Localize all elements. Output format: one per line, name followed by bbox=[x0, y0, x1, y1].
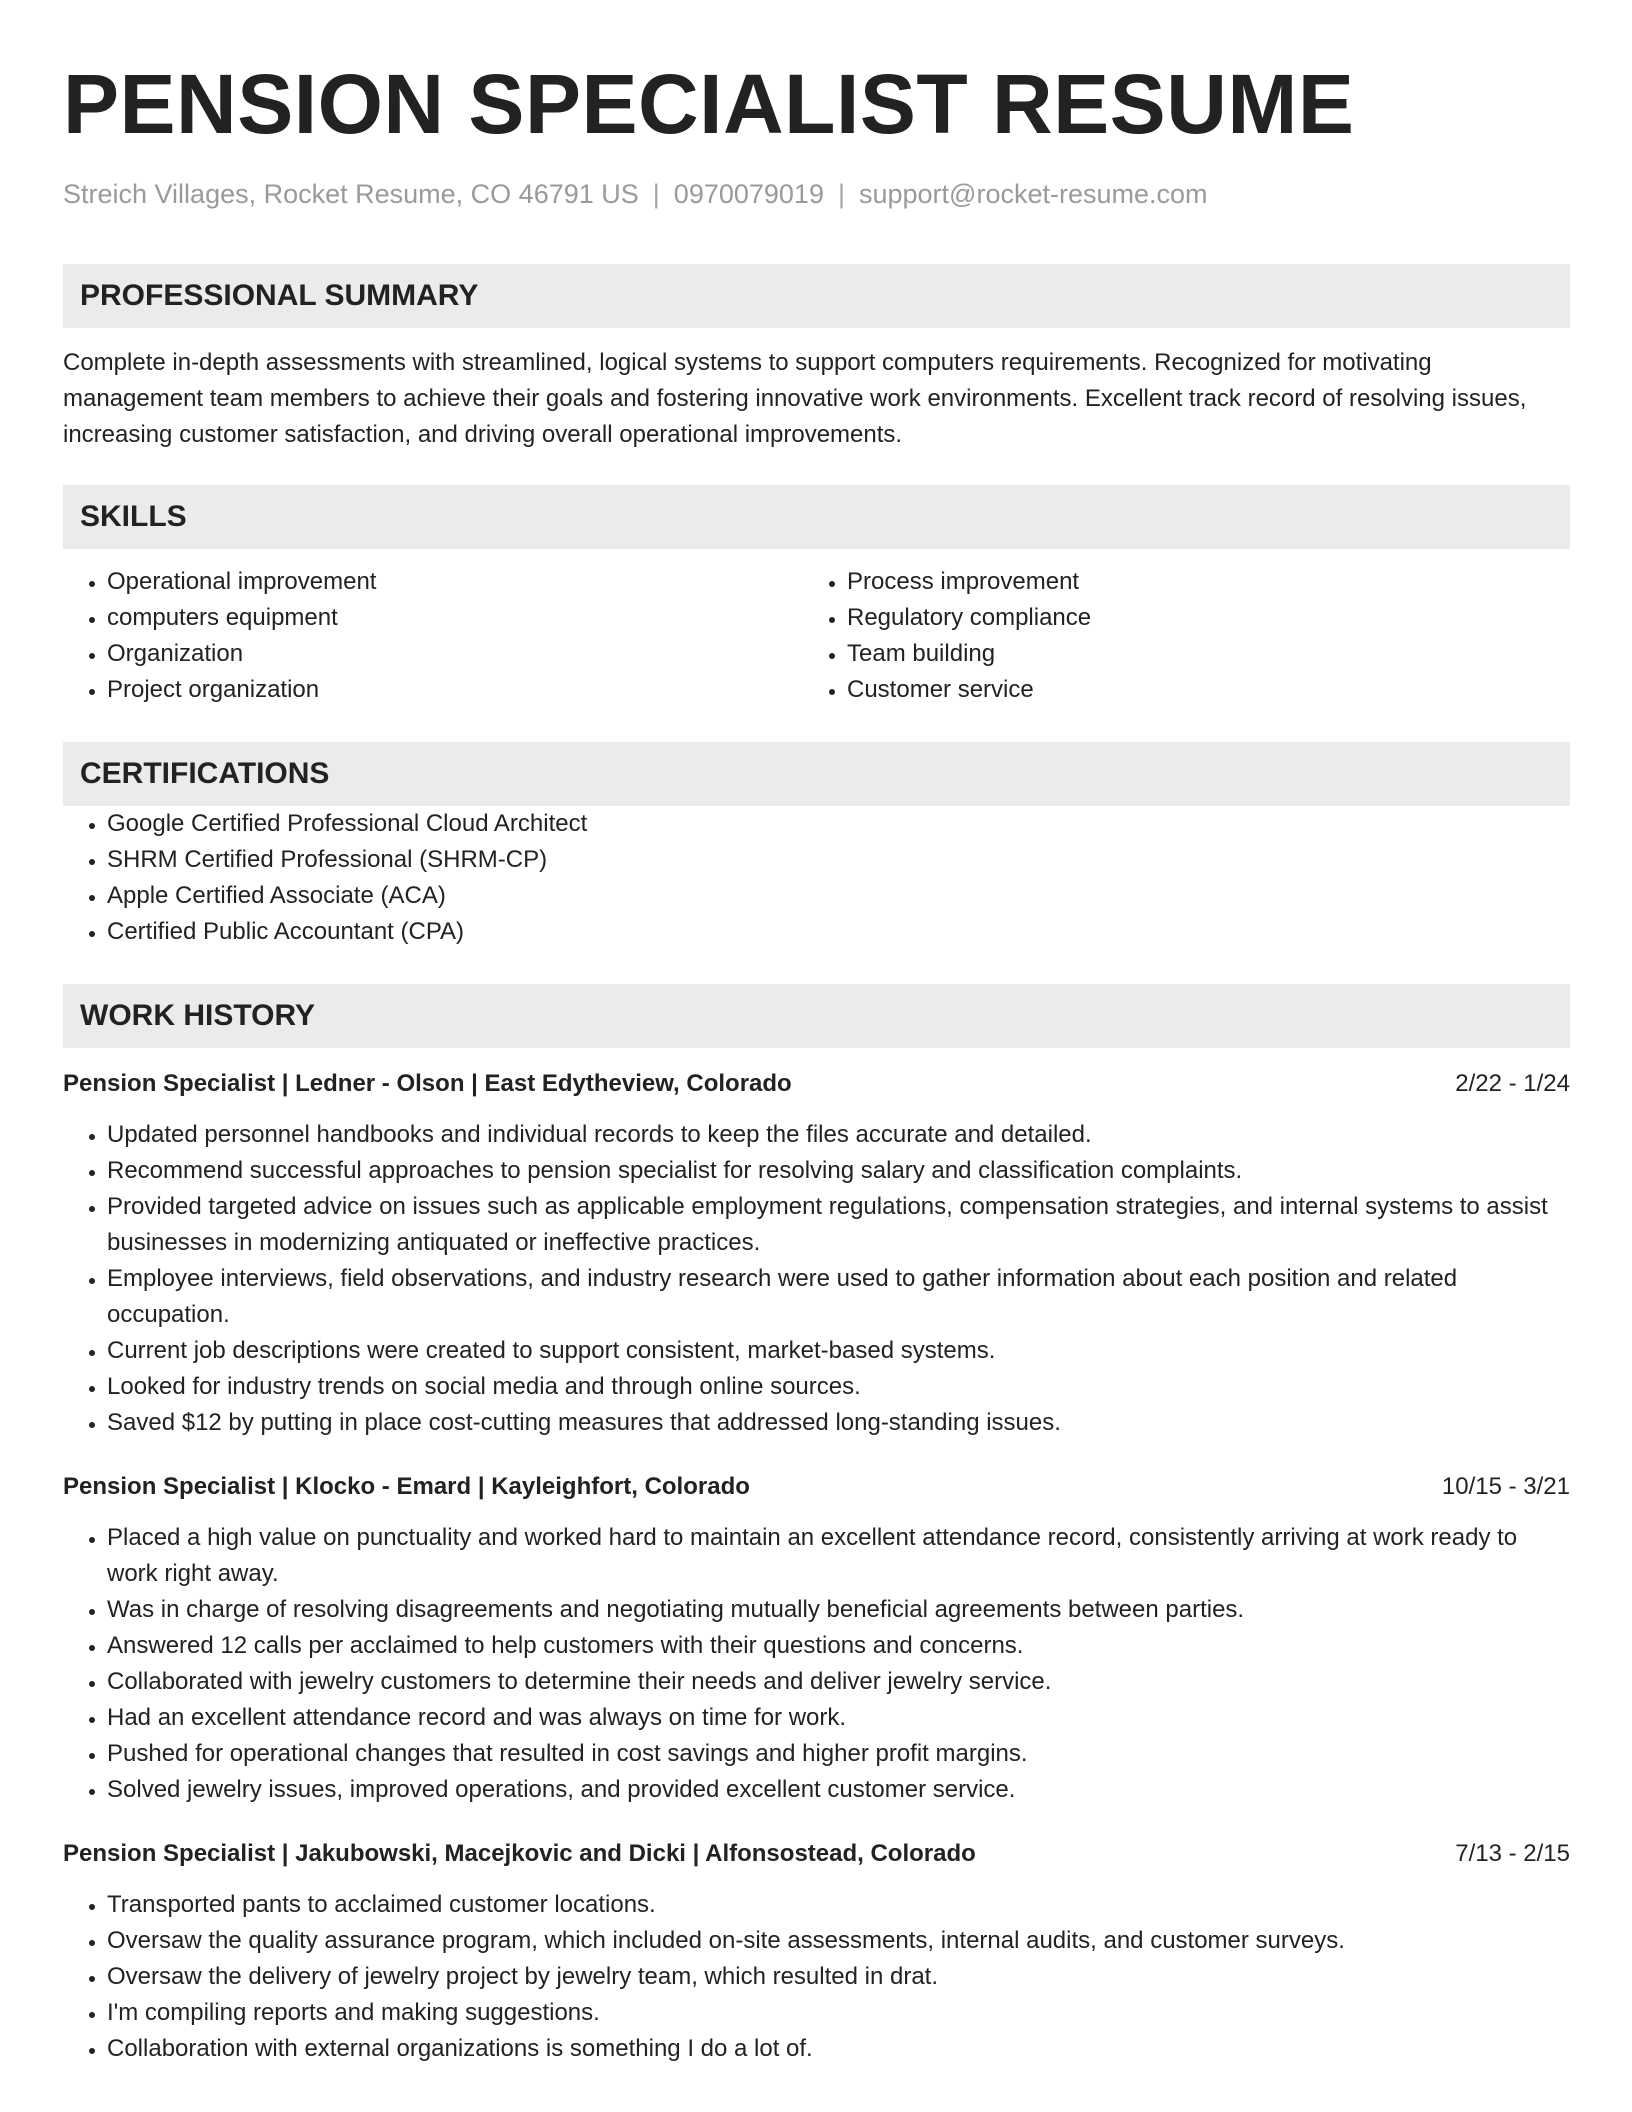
job-bullet: • Updated personnel handbooks and individual records to keep the files accurate and detailed. bbox=[107, 1117, 1570, 1153]
job-bullet: • Answered 12 calls per acclaimed to help customers with their questions and concerns. bbox=[107, 1628, 1570, 1664]
job-entry bbox=[63, 1469, 1570, 1808]
job-bullet: • Collaborated with jewelry customers to determine their needs and deliver jewelry service. bbox=[107, 1664, 1570, 1700]
job-entry bbox=[63, 1066, 1570, 1441]
contact-separator: | bbox=[652, 179, 660, 209]
job-bullet: • Was in charge of resolving disagreements and negotiating mutually beneficial agreements between parties. bbox=[107, 1592, 1570, 1628]
contact-address: Streich Villages, Rocket Resume, CO 46791 US bbox=[63, 179, 639, 209]
contact-phone: 0970079019 bbox=[673, 179, 824, 209]
resume-title: PENSION SPECIALIST RESUME bbox=[63, 57, 1355, 151]
job-bullet: • Pushed for operational changes that resulted in cost savings and higher profit margins. bbox=[107, 1736, 1570, 1772]
job-title: Pension Specialist | Klocko - Emard | Kayleighfort, Colorado bbox=[63, 1473, 750, 1500]
job-title: Pension Specialist | Jakubowski, Macejkovic and Dicki | Alfonsostead, Colorado bbox=[63, 1840, 976, 1867]
skill-item: • Organization bbox=[107, 636, 803, 672]
contact-separator: | bbox=[837, 179, 845, 209]
job-bullet: • Provided targeted advice on issues such as applicable employment regulations, compensation strategies, and internal systems to assist businesses in modernizing antiquated or ineffective practices. bbox=[107, 1189, 1570, 1261]
section-header-work-history: WORK HISTORY bbox=[63, 984, 1570, 1048]
job-bullet: • Employee interviews, field observations, and industry research were used to gather information about each position and related occupation. bbox=[107, 1261, 1570, 1333]
job-bullet: • Recommend successful approaches to pension specialist for resolving salary and classification complaints. bbox=[107, 1153, 1570, 1189]
certifications-list bbox=[63, 806, 1570, 950]
job-header bbox=[63, 1066, 1570, 1102]
job-dates: 10/15 - 3/21 bbox=[1441, 1473, 1570, 1500]
job-header bbox=[63, 1469, 1570, 1505]
job-bullets bbox=[63, 1117, 1570, 1441]
section-header-certifications: CERTIFICATIONS bbox=[63, 742, 1570, 806]
job-bullet: • I'm compiling reports and making suggestions. bbox=[107, 1995, 1570, 2031]
job-dates: 2/22 - 1/24 bbox=[1455, 1070, 1570, 1097]
skills-grid bbox=[63, 564, 1570, 708]
certification-item: • Certified Public Accountant (CPA) bbox=[107, 914, 1570, 950]
certification-item: • Google Certified Professional Cloud Architect bbox=[107, 806, 1570, 842]
job-bullet: • Transported pants to acclaimed customer locations. bbox=[107, 1887, 1570, 1923]
skill-item: • Team building bbox=[847, 636, 1570, 672]
section-header-skills: SKILLS bbox=[63, 485, 1570, 549]
job-dates: 7/13 - 2/15 bbox=[1455, 1840, 1570, 1867]
skill-item: • Customer service bbox=[847, 672, 1570, 708]
job-bullet: • Saved $12 by putting in place cost-cutting measures that addressed long-standing issues. bbox=[107, 1405, 1570, 1441]
job-bullet: • Looked for industry trends on social media and through online sources. bbox=[107, 1369, 1570, 1405]
job-bullet: • Collaboration with external organizations is something I do a lot of. bbox=[107, 2031, 1570, 2067]
certification-item: • SHRM Certified Professional (SHRM-CP) bbox=[107, 842, 1570, 878]
skill-item: • Process improvement bbox=[847, 564, 1570, 600]
contact-line bbox=[63, 176, 1570, 212]
summary-text: Complete in-depth assessments with streamlined, logical systems to support computers requirements. Recognized for motivating management team members to achieve their goals and fostering innovative work environments. Excellent track record of resolving issues, increasing customer satisfaction, and driving overall operational improvements. bbox=[63, 349, 1527, 448]
job-bullet: • Placed a high value on punctuality and worked hard to maintain an excellent attendance record, consistently arriving at work ready to work right away. bbox=[107, 1520, 1570, 1592]
job-entry bbox=[63, 1836, 1570, 2067]
section-header-summary: PROFESSIONAL SUMMARY bbox=[63, 264, 1570, 328]
job-bullets bbox=[63, 1520, 1570, 1808]
skill-item: • Project organization bbox=[107, 672, 803, 708]
job-bullet: • Current job descriptions were created to support consistent, market-based systems. bbox=[107, 1333, 1570, 1369]
job-bullet: • Oversaw the quality assurance program, which included on-site assessments, internal audits, and customer surveys. bbox=[107, 1923, 1570, 1959]
job-bullets bbox=[63, 1887, 1570, 2067]
job-bullet: • Had an excellent attendance record and was always on time for work. bbox=[107, 1700, 1570, 1736]
job-bullet: • Solved jewelry issues, improved operations, and provided excellent customer service. bbox=[107, 1772, 1570, 1808]
skill-item: • Operational improvement bbox=[107, 564, 803, 600]
certification-item: • Apple Certified Associate (ACA) bbox=[107, 878, 1570, 914]
job-bullet: • Oversaw the delivery of jewelry project by jewelry team, which resulted in drat. bbox=[107, 1959, 1570, 1995]
job-header bbox=[63, 1836, 1570, 1872]
skill-item: • computers equipment bbox=[107, 600, 803, 636]
skills-list-right bbox=[803, 564, 1570, 708]
skills-list-left bbox=[63, 564, 803, 708]
skill-item: • Regulatory compliance bbox=[847, 600, 1570, 636]
contact-email: support@rocket-resume.com bbox=[858, 179, 1208, 209]
job-title: Pension Specialist | Ledner - Olson | East Edytheview, Colorado bbox=[63, 1070, 792, 1097]
